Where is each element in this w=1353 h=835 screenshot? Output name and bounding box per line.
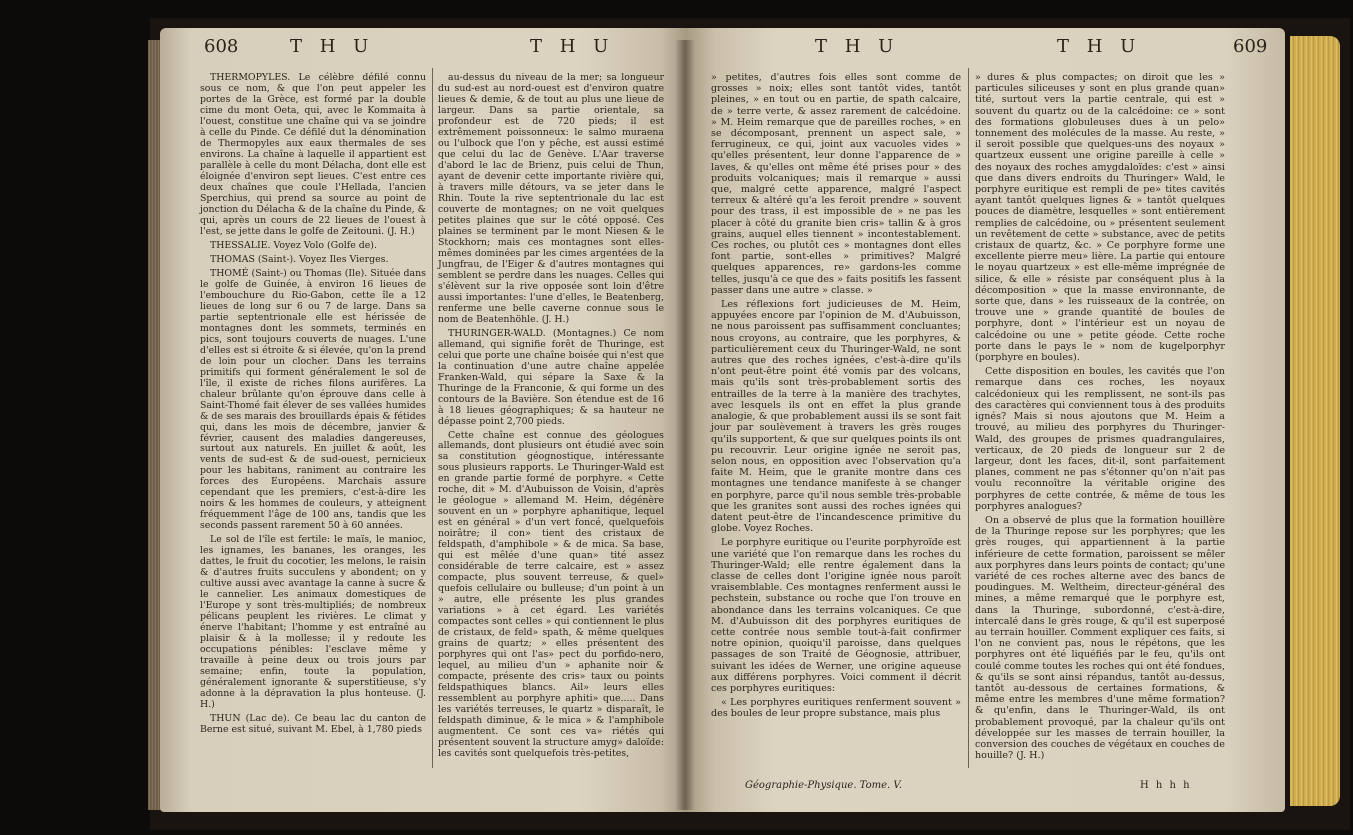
running-head: T H U	[530, 36, 615, 57]
left-page	[160, 28, 685, 812]
paragraph: On a observé de plus que la formation houillère de la Thuringe repose sur les porphyres; que les grès rouges, qui appartiennent à la partie inférieure de cette formation, paroissent se mêler aux porphyres dans leurs points de contact; qu'une variété de ces roches alterne avec des bancs de poudingues. M. Weltheim, directeur-général des mines, a même remarqué que le porphyre est, dans la Thuringe, subordonné, c'est-à-dire, intercalé dans le grès rouge, & qu'il est superposé au terrain houiller. Comment expliquer ces faits, si l'on ne convient pas, nous le répétons, que les porphyres ont été liquéfiés par le feu, qu'ils ont coulé comme toutes les roches qui ont été fondues, & qu'ils se sont ainsi répandus, tantôt au-dessus, tantôt au-dessous de certaines formations, & même entre les membres d'une même formation? & qu'enfin, dans le Thuringer-Wald, ils ont probablement provoqué, par la chaleur qu'ils ont développée sur les masses de terrain houiller, la conversion des couches de végétaux en couches de houille? (J. H.)	[975, 514, 1225, 762]
volume-footer: Géographie-Physique. Tome. V.	[745, 780, 902, 791]
paragraph: Cette chaîne est connue des géologues allemands, dont plusieurs ont étudié avec soin sa constitution géognostique, intéressante sous plusieurs rapports. Le Thuringer-Wald est en grande partie formé de porphyre. « Cette roche, dit » M. d'Aubuisson de Voisin, d'après le géologue » allemand M. Heim, dégénère souvent en un » porphyre aphanitique, lequel est en général » d'un vert foncé, quelquefois noirâtre; il con» tient des cristaux de feldspath, d'amphibole » & de mica. Sa base, qui est mêlée d'une quan» tité assez considérable de terre calcaire, est » assez compacte, plus souvent terreuse, & quel» quefois cellulaire ou bulleuse; d'un point à un » autre, elle présente les plus grandes variations » à cet égard. Les variétés compactes sont celles » qui contiennent le plus de cristaux, de feld» spath, & même quelques grains de quartz; » elles présentent des porphyres qui ont l'as» pect du porfido-nero, lequel, au milieu d'un » aphanite noir & compacte, présente des cris» taux ou points feldspathiques blancs. Ail» leurs elles ressemblent au porphyre aphiti» que..... Dans les variétés terreuses, le quartz » disparaît, le feldspath diminue, & le mica » & l'amphibole augmentent. Ce sont ces va» riétés qui présentent souvent la structure amyg» daloïde: les cavités sont quelquefois très-petites,	[438, 429, 664, 760]
paragraph: THESSALIE. Voyez Volo (Golfe de).	[210, 239, 377, 251]
column-rule	[968, 68, 969, 768]
paragraph: THOMÉ (Saint-) ou Thomas (Ile). Située dans le golfe de Guinée, à environ 16 lieues de l'embouchure du Rio-Gabon, cette île a 12 lieues de long sur 6 ou 7 de large. Dans sa partie septentrionale elle est hérissée de montagnes dont les sommets, terminés en pics, sont toujours couverts de nuages. L'une d'elles est si étroite & si élevée, qu'on la prend de loin pour un clocher. Dans les terrains primitifs qui forment généralement le sol de l'île, il existe de riches filons aurifères. La chaleur brûlante qu'on éprouve dans celle à Saint-Thomé fait élever de ses vallées humides & de ses marais des brouillards épais & fétides qui, dans les mois de décembre, janvier & février, causent des maladies dangereuses, surtout aux naturels. En juillet & août, les vents de sud-est & de sud-ouest, pernicieux pour les habitans, raniment au contraire les forces des Européens. Marchais assure cependant que les premiers, c'est-à-dire les noirs & les hommes de couleurs, y atteignent fréquemment l'âge de 100 ans, tandis que les seconds passent rarement 50 à 60 années.	[200, 267, 426, 532]
paragraph: THUN (Lac de). Ce beau lac du canton de Berne est situé, suivant M. Ebel, à 1,780 pieds	[200, 713, 426, 736]
text-column-2	[438, 72, 664, 762]
running-head: T H U	[1057, 36, 1142, 57]
page-number-left: 608	[204, 36, 239, 57]
paragraph: Le sol de l'île est fertile: le maïs, le manioc, les ignames, les bananes, les oranges, les dattes, le fruit du cocotier, les melons, le raisin & d'autres fruits succulens y abondent; on y cultive aussi avec avantage la canne à sucre & le cannelier. Les animaux domestiques de l'Europe y sont très-multipliés; de nombreux pélicans peuplent les rivières. Le climat y énerve l'habitant; l'homme y est entraîné au plaisir & à la mollesse; il y redoute les occupations pénibles: l'esclave même y travaille à peine deux ou trois jours par semaine; enfin, toute la population, généralement ignorante & superstitieuse, s'y adonne à la dépravation la plus honteuse. (J. H.)	[200, 534, 426, 711]
paragraph: THURINGER-WALD. (Montagnes.) Ce nom allemand, qui signifie forêt de Thuringe, est celui que porte une chaîne boisée qui n'est que la continuation d'une autre chaîne appelée Franken-Wald, qui sépare la Saxe & la Thuringe de la Franconie, & qui forme un des contours de la Bavière. Son étendue est de 16 à 18 lieues géographiques; & sa hauteur ne dépasse point 2,700 pieds.	[438, 327, 664, 427]
running-head: T H U	[290, 36, 375, 57]
text-column-1	[711, 72, 961, 723]
paragraph: Le porphyre euritique ou l'eurite porphyroïde est une variété que l'on remarque dans les roches du Thuringer-Wald; elle rentre également dans la classe de celles dont l'origine ignée nous paroît vraisemblable. Ces montagnes renferment aussi le pechstein, substance ou roche que l'on trouve en abondance dans les terrains volcaniques. Ce que M. d'Aubuisson dit des porphyres euritiques de cette contrée nous semble tout-à-fait confirmer notre opinion, quoiqu'il paroisse, dans quelques passages de son Traité de Géognosie, attribuer, suivant les idées de Werner, une origine aqueuse aux différens porphyres. Voici comment il décrit ces porphyres euritiques:	[711, 537, 961, 694]
gilt-page-edges	[1290, 36, 1340, 806]
column-rule	[432, 68, 433, 768]
paragraph: Les réflexions fort judicieuses de M. Heim, appuyées encore par l'opinion de M. d'Aubuisson, ne nous paroissent pas suffisamment concluantes; nous croyons, au contraire, que les porphyres, & particulièrement ceux du Thuringer-Wald, ne sont autres que des roches ignées, c'est-à-dire qu'ils n'ont peut-être point été vomis par des volcans, mais qu'ils sont très-probablement sortis des entrailles de la terre à la manière des trachytes, avec lesquels ils ont en effet la plus grande analogie, & que probablement aussi ils se sont fait jour par soulèvement à travers les grès rouges qu'ils supportent, & que sur quelques points ils ont pu recouvrir. Leur origine ignée ne seroit pas, selon nous, en opposition avec l'observation qu'a faite M. Heim, que le granite montre dans ces montagnes une tendance manifeste à se changer en porphyre, parce qu'il nous semble très-probable que les granites sont aussi des roches ignées qui datent peut-être de l'incandescence primitive du globe. Voyez Roches.	[711, 299, 961, 535]
text-column-1	[200, 72, 426, 738]
paragraph: THERMOPYLES. Le célèbre défilé connu sous ce nom, & que l'on peut appeler les portes de la Grèce, est formé par la double cime du mont Oeta, qui, avec le Kommaita à l'ouest, constitue une chaîne qui va se joindre à celle du Pinde. Ce défilé dut la dénomination de Thermopyles aux eaux thermales de ses environs. La chaîne à laquelle il appartient est parallèle à celle du mont Délacha, dont elle est éloignée d'environ sept lieues. C'est entre ces deux chaînes que coule l'Hellada, l'ancien Sperchius, qui prend sa source au point de jonction du Délacha & de la chaîne du Pinde, & qui, après un cours de 22 lieues de l'ouest à l'est, se jette dans le golfe de Zeitouni. (J. H.)	[200, 72, 426, 237]
paragraph: » dures & plus compactes; on diroit que les » particules siliceuses y sont en plus grande quan» tité, surtout vers la partie centrale, qui est » souvent du quartz ou de la calcédoine: ce » sont des formations globuleuses dues à un pelo» tonnement des molécules de la masse. Au reste, » il seroit possible que quelques-uns des noyaux » quartzeux eussent une origine pareille à celle » des noyaux des roches amygdaloïdes: c'est » ainsi que dans divers endroits du Thuringer» Wald, le porphyre euritique est rempli de pe» tites cavités ayant tantôt quelques lignes & » tantôt quelques pouces de diamètre, lesquelles » sont entièrement remplies de calcédoine, ou » présentent seulement un revêtement de cette » substance, avec de petits cristaux de quartz, &c. » Ce porphyre forme une excellente pierre meu» lière. La partie qui entoure le noyau quartzeux » est elle-même imprégnée de silice, & elle » résiste par conséquent plus à la décomposition » que la masse environnante, de sorte que, dans » les ruisseaux de la contrée, on trouve une » grande quantité de boules de porphyre, dont » l'intérieur est un noyau de calcédoine ou une » petite géode. Cette roche porte dans le pays le » nom de kugelporphyr (porphyre en boules).	[975, 72, 1225, 364]
right-page	[685, 28, 1285, 812]
signature-mark: H h h h	[1140, 780, 1192, 791]
paragraph: « Les porphyres euritiques renferment souvent » des boules de leur propre substance, mais plus	[711, 697, 961, 720]
page-number-right: 609	[1233, 36, 1268, 57]
paragraph: au-dessus du niveau de la mer; sa longueur du sud-est au nord-ouest est d'environ quatre lieues & demie, & de tout au plus une lieue de largeur. Dans sa partie orientale, sa profondeur est de 720 pieds; il est extrêmement poissonneux: le salmo muraena ou l'ulbock que l'on y pêche, est aussi estimé que celui du lac de Genève. L'Aar traverse d'abord le lac de Brienz, puis celui de Thun, ayant de devenir cette importante rivière qui, à travers mille détours, va se jeter dans le Rhin. Toute la rive septentrionale du lac est couverte de montagnes; on ne voit quelques petites plaines que sur le côté opposé. Ces plaines se terminent par le mont Niesen & le Stockhorn; mais ces montagnes sont elles-mêmes dominées par les cimes argentées de la Jungfrau, de l'Eiger & d'autres montagnes qui semblent se perdre dans les nuages. Celles qui s'élèvent sur la rive opposée sont loin d'être aussi importantes: l'une d'elles, le Beatenberg, renferme une belle caverne connue sous le nom de Beatenhöhle. (J. H.)	[438, 72, 664, 325]
paragraph: » petites, d'autres fois elles sont comme de grosses » noix; elles sont tantôt vides, tantôt pleines, » en tout ou en partie, de spath calcaire, de » terre verte, & assez rarement de calcédoine. » M. Heim remarque que de pareilles roches, » en se décomposant, prennent un aspect sale, » ferrugineux, ce qui, joint aux vacuoles vides » qu'elles présentent, leur donne l'apparence de » laves, & qu'elles ont même été prises pour » des produits volcaniques; mais il remarque » aussi que, malgré cette apparence, malgré l'aspect terreux & altéré qu'a les feroit prendre » souvent pour des trass, il est impossible de » ne pas les placer à côté du granite bien cris» tallin & à gros grains, auquel elles tiennent » incontestablement. Ces roches, ou plutôt ces » montagnes dont elles font partie, sont-elles » primitives? Malgré quelques apparences, re» gardons-les comme telles, jusqu'à ce que des » faits positifs les fassent passer dans une autre » classe. »	[711, 72, 961, 296]
paragraph: THOMAS (Saint-). Voyez Iles Vierges.	[210, 253, 389, 265]
running-head: T H U	[815, 36, 900, 57]
text-column-2	[975, 72, 1225, 764]
paragraph: Cette disposition en boules, les cavités que l'on remarque dans ces roches, les noyaux calcédonieux qui les remplissent, ne sont-ils pas des caractères qui conviennent tous à des produits ignés? Mais si nous ajoutons que M. Heim a trouvé, au milieu des porphyres du Thuringer-Wald, des groupes de prismes quadrangulaires, verticaux, de 20 pieds de longueur sur 2 de largeur, dont les faces, dit-il, sont parfaitement planes, comment ne pas s'étonner qu'on n'ait pas voulu reconnoître la véritable origine des porphyres de cette contrée, & même de tous les porphyres analogues?	[975, 366, 1225, 512]
book-gutter	[675, 40, 695, 810]
